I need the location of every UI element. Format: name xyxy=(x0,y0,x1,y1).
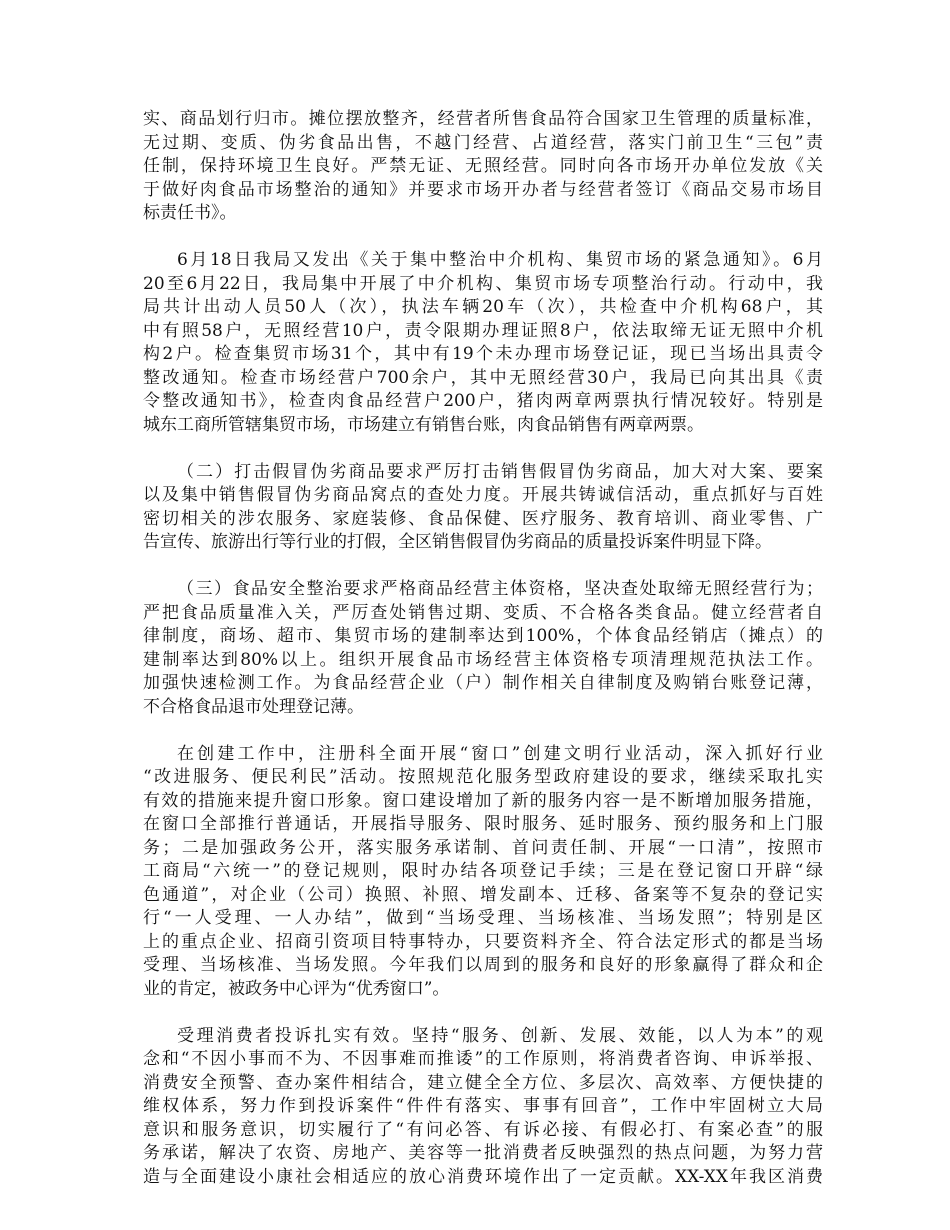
text-line: 于做好肉食品市场整治的通知》并要求市场开办者与经营者签订《商品交易市场目 xyxy=(143,179,823,200)
text-line: 务；二是加强政务公开，落实服务承诺制、首问责任制、开展“一口清”，按照市 xyxy=(143,837,823,858)
paragraph-anti-counterfeit xyxy=(143,461,823,555)
text-line: 造与全面建设小康社会相适应的放心消费环境作出了一定贡献。XX-XX年我区消费 xyxy=(143,1166,823,1187)
text-line: 中有照58户，无照经营10户，责令限期办理证照8户，依法取缔无证无照中介机 xyxy=(143,320,823,341)
text-line: 业的肯定，被政务中心评为“优秀窗口”。 xyxy=(143,978,450,999)
text-line: 告宣传、旅游出行等行业的打假，全区销售假冒伪劣商品的质量投诉案件明显下降。 xyxy=(143,532,772,552)
text-line: 色通道”，对企业（公司）换照、补照、增发副本、迁移、备案等不复杂的登记实 xyxy=(143,884,823,905)
paragraph-market-order xyxy=(143,108,823,226)
text-line: 任制，保持环境卫生良好。严禁无证、无照经营。同时向各市场开办单位发放《关 xyxy=(143,156,823,176)
text-line: 上的重点企业、招商引资项目特事特办，只要资料齐全、符合法定形式的都是当场 xyxy=(143,931,823,952)
text-line: 密切相关的涉农服务、家庭装修、食品保健、医疗服务、教育培训、商业零售、广 xyxy=(143,508,823,529)
text-line: 严把食品质量准入关，严厉查处销售过期、变质、不合格各类食品。健立经营者自 xyxy=(143,602,823,623)
text-line: 无过期、变质、伪劣食品出售，不越门经营、占道经营，落实门前卫生“三包”责 xyxy=(143,132,823,153)
text-line: 20至6月22日，我局集中开展了中介机构、集贸市场专项整治行动。行动中，我 xyxy=(143,273,823,294)
text-line: 以及集中销售假冒伪劣商品窝点的查处力度。开展共铸诚信活动，重点抓好与百姓 xyxy=(143,485,823,505)
text-line: 行“一人受理、一人办结”，做到“当场受理、当场核准、当场发照”；特别是区 xyxy=(143,908,823,928)
text-line: 律制度，商场、超市、集贸市场的建制率达到100%，个体食品经销店（摊点）的 xyxy=(143,626,823,646)
text-line: 标责任书》。 xyxy=(143,203,237,223)
text-line: 消费安全预警、查办案件相结合，建立健全全方位、多层次、高效率、方便快捷的 xyxy=(143,1072,823,1093)
text-line: “改进服务、便民利民”活动。按照规范化服务型政府建设的要求，继续采取扎实 xyxy=(143,767,823,787)
text-line: 在创建工作中，注册科全面开展“窗口”创建文明行业活动，深入抓好行业 xyxy=(177,743,823,764)
text-line: 6月18日我局又发出《关于集中整治中介机构、集贸市场的紧急通知》。6月 xyxy=(177,250,823,270)
text-line: （二）打击假冒伪劣商品要求严厉打击销售假冒伪劣商品，加大对大案、要案 xyxy=(177,461,823,482)
text-line: 意识和服务意识，切实履行了“有问必答、有诉必接、有假必打、有案必查”的服 xyxy=(143,1119,823,1140)
text-line: 实、商品划行归市。摊位摆放整齐，经营者所售食品符合国家卫生管理的质量标准， xyxy=(143,109,823,129)
paragraph-consumer-complaints xyxy=(143,1025,823,1190)
text-line: 工商局“六统一”的登记规则，限时办结各项登记手续；三是在登记窗口开辟“绿 xyxy=(143,861,823,881)
text-line: 维权体系，努力作到投诉案件“件件有落实、事事有回音”，工作中牢固树立大局 xyxy=(143,1096,823,1116)
text-line: 受理、当场核准、当场发照。今年我们以周到的服务和良好的形象赢得了群众和企 xyxy=(143,955,823,975)
text-line: 在窗口全部推行普通话，开展指导服务、限时服务、延时服务、预约服务和上门服 xyxy=(143,814,823,834)
document-page xyxy=(143,108,823,1213)
paragraph-june-inspection xyxy=(143,249,823,437)
text-line: 务承诺，解决了农资、房地产、美容等一批消费者反映强烈的热点问题，为努力营 xyxy=(143,1143,823,1163)
text-line: 令整改通知书》，检查肉食品经营户200户，猪肉两章两票执行情况较好。特别是 xyxy=(143,391,823,411)
text-line: 加强快速检测工作。为食品经营企业（户）制作相关自律制度及购销台账登记薄， xyxy=(143,673,823,693)
text-line: 念和“不因小事而不为、不因事难而推诿”的工作原则，将消费者咨询、申诉举报、 xyxy=(143,1049,823,1069)
paragraph-food-safety xyxy=(143,578,823,719)
paragraph-service-window xyxy=(143,743,823,1002)
text-line: 局共计出动人员50人（次），执法车辆20车（次），共检查中介机构68户，其 xyxy=(143,297,823,317)
text-line: 构2户。检查集贸市场31个，其中有19个未办理市场登记证，现已当场出具责令 xyxy=(143,344,823,364)
text-line: 整改通知。检查市场经营户700余户，其中无照经营30户，我局已向其出具《责 xyxy=(143,367,823,388)
text-line: 有效的措施来提升窗口形象。窗口建设增加了新的服务内容一是不断增加服务措施， xyxy=(143,790,823,811)
text-line: 城东工商所管辖集贸市场，市场建立有销售台账，肉食品销售有两章两票。 xyxy=(143,414,704,435)
text-line: 建制率达到80%以上。组织开展食品市场经营主体资格专项清理规范执法工作。 xyxy=(143,649,823,670)
text-line: （三）食品安全整治要求严格商品经营主体资格，坚决查处取缔无照经营行为； xyxy=(177,579,823,599)
text-line: 受理消费者投诉扎实有效。坚持“服务、创新、发展、效能，以人为本”的观 xyxy=(177,1025,823,1046)
text-line: 不合格食品退市处理登记薄。 xyxy=(143,696,364,717)
